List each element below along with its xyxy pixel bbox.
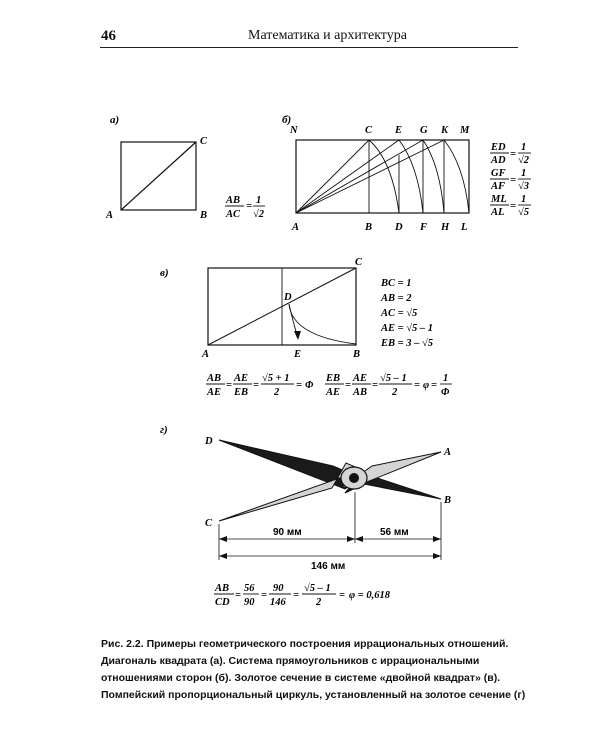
arrow-head bbox=[433, 536, 441, 542]
point-a: A bbox=[106, 210, 114, 221]
diagonal-ag bbox=[296, 140, 423, 213]
formula-rhs-den: √2 bbox=[253, 209, 265, 220]
svg-text:√5 – 1: √5 – 1 bbox=[304, 583, 331, 594]
figure-b-label: б) bbox=[282, 114, 292, 126]
ratio-formula-a bbox=[225, 195, 265, 220]
svg-text:=: = bbox=[339, 590, 345, 601]
svg-text:AE = √5 – 1: AE = √5 – 1 bbox=[381, 323, 434, 334]
point-k: K bbox=[441, 125, 449, 136]
svg-text:=: = bbox=[510, 149, 516, 160]
arc-d-b bbox=[289, 304, 356, 344]
page-number: 46 bbox=[101, 28, 116, 44]
svg-text:1: 1 bbox=[443, 373, 449, 384]
point-n: N bbox=[290, 125, 298, 136]
ratio-formula-ed-ad bbox=[490, 142, 531, 166]
diagonal-ac bbox=[296, 140, 369, 213]
svg-text:90: 90 bbox=[244, 597, 255, 608]
figure-a-label: а) bbox=[110, 114, 120, 126]
ratio-formula-ml-al bbox=[490, 194, 531, 218]
formula-den: AC bbox=[226, 209, 241, 220]
svg-text:=: = bbox=[431, 380, 437, 391]
point-c: C bbox=[355, 257, 363, 268]
arc-e-f bbox=[399, 140, 423, 213]
svg-text:1: 1 bbox=[521, 142, 527, 153]
svg-text:AB = 2: AB = 2 bbox=[381, 293, 412, 304]
svg-text:=: = bbox=[414, 380, 420, 391]
svg-text:=: = bbox=[372, 380, 378, 391]
point-d: D bbox=[395, 222, 403, 233]
caption-line: Помпейский пропорциональный циркуль, установленный на золотое сечение (г) bbox=[101, 689, 526, 701]
svg-text:√5 – 1: √5 – 1 bbox=[380, 373, 407, 384]
svg-text:1: 1 bbox=[521, 194, 527, 205]
arrow-head bbox=[219, 553, 227, 559]
figure-v-label: в) bbox=[160, 267, 169, 279]
compass-ratio-formula bbox=[214, 582, 391, 608]
svg-text:φ: φ bbox=[423, 380, 430, 391]
svg-text:90: 90 bbox=[273, 583, 284, 594]
svg-text:Φ: Φ bbox=[305, 380, 314, 391]
point-m: M bbox=[460, 125, 470, 136]
svg-text:AL: AL bbox=[491, 207, 505, 218]
arrow-head bbox=[433, 553, 441, 559]
point-b: B bbox=[353, 349, 361, 360]
point-b: B bbox=[444, 495, 452, 506]
formula-num: AB bbox=[226, 195, 241, 206]
svg-text:EB = 3 – √5: EB = 3 – √5 bbox=[381, 338, 434, 349]
svg-text:AE: AE bbox=[326, 387, 341, 398]
dimension-56mm: 56 мм bbox=[380, 527, 409, 538]
svg-text:AB: AB bbox=[215, 583, 230, 594]
figure-a bbox=[105, 114, 265, 221]
svg-text:=: = bbox=[510, 201, 516, 212]
figure-g bbox=[160, 424, 451, 608]
svg-text:2: 2 bbox=[392, 387, 398, 398]
svg-text:AF: AF bbox=[491, 181, 506, 192]
arrow-head bbox=[355, 536, 363, 542]
svg-text:AB: AB bbox=[207, 373, 222, 384]
point-a: A bbox=[444, 447, 452, 458]
svg-text:AC = √5: AC = √5 bbox=[381, 308, 418, 319]
arc-g-h bbox=[423, 140, 444, 213]
svg-text:φ = 0,618: φ = 0,618 bbox=[349, 590, 391, 601]
point-b: B bbox=[200, 210, 208, 221]
point-c: C bbox=[205, 518, 213, 529]
value-list bbox=[380, 278, 433, 349]
svg-text:=: = bbox=[235, 590, 241, 601]
svg-text:ML: ML bbox=[491, 194, 507, 205]
svg-text:Φ: Φ bbox=[441, 387, 450, 398]
svg-text:√2: √2 bbox=[518, 155, 530, 166]
svg-text:56: 56 bbox=[244, 583, 255, 594]
caption-line: Диагональ квадрата (а). Система прямоугольников с иррациональными bbox=[101, 655, 480, 667]
svg-text:2: 2 bbox=[274, 387, 280, 398]
svg-text:GF: GF bbox=[491, 168, 506, 179]
svg-text:=: = bbox=[510, 175, 516, 186]
figure-g-label: г) bbox=[160, 424, 168, 436]
svg-text:CD: CD bbox=[215, 597, 230, 608]
point-c: C bbox=[200, 136, 208, 147]
svg-text:146: 146 bbox=[270, 597, 286, 608]
point-c: C bbox=[365, 125, 373, 136]
point-g: G bbox=[420, 125, 428, 136]
ratio-formula-gf-af bbox=[490, 168, 531, 192]
svg-text:AD: AD bbox=[491, 155, 506, 166]
figure-v bbox=[160, 257, 452, 398]
point-f: F bbox=[420, 222, 428, 233]
point-e: E bbox=[294, 349, 302, 360]
arrow-head bbox=[294, 331, 301, 340]
svg-text:√3: √3 bbox=[518, 181, 530, 192]
svg-text:1: 1 bbox=[521, 168, 527, 179]
svg-text:√5 + 1: √5 + 1 bbox=[262, 373, 290, 384]
point-e: E bbox=[395, 125, 403, 136]
svg-text:=: = bbox=[345, 380, 351, 391]
svg-text:=: = bbox=[226, 380, 232, 391]
svg-text:=: = bbox=[253, 380, 259, 391]
svg-text:AE: AE bbox=[207, 387, 222, 398]
svg-text:AB: AB bbox=[353, 387, 368, 398]
svg-text:EB: EB bbox=[234, 387, 249, 398]
compass-blade-dark-left bbox=[219, 440, 361, 489]
golden-ratio-formula-1 bbox=[206, 372, 314, 398]
arc-k-l bbox=[444, 140, 469, 213]
svg-text:AE: AE bbox=[353, 373, 368, 384]
formula-rhs-num: 1 bbox=[256, 195, 262, 206]
point-d: D bbox=[205, 436, 213, 447]
svg-text:AE: AE bbox=[234, 373, 249, 384]
svg-text:=: = bbox=[246, 201, 252, 212]
arrow-head bbox=[347, 536, 355, 542]
point-a: A bbox=[292, 222, 300, 233]
point-h: H bbox=[441, 222, 450, 233]
svg-text:ED: ED bbox=[491, 142, 506, 153]
point-d: D bbox=[284, 292, 292, 303]
diagonal-ae bbox=[296, 140, 399, 213]
hinge-pin bbox=[349, 473, 359, 483]
arrow-head bbox=[219, 536, 227, 542]
dimension-146mm: 146 мм bbox=[311, 561, 346, 572]
dimension-90mm: 90 мм bbox=[273, 527, 302, 538]
figure-b bbox=[282, 114, 531, 233]
svg-text:BC = 1: BC = 1 bbox=[381, 278, 412, 289]
figure-caption bbox=[101, 636, 541, 704]
golden-ratio-formula-2 bbox=[325, 372, 452, 398]
caption-line: Рис. 2.2. Примеры геометрического построения иррациональных отношений. bbox=[101, 638, 509, 650]
point-b: B bbox=[365, 222, 373, 233]
point-l: L bbox=[461, 222, 468, 233]
svg-text:=: = bbox=[261, 590, 267, 601]
svg-text:EB: EB bbox=[326, 373, 341, 384]
svg-text:√5: √5 bbox=[518, 207, 530, 218]
svg-text:2: 2 bbox=[316, 597, 322, 608]
square-diagonal bbox=[121, 142, 196, 210]
point-a: A bbox=[202, 349, 210, 360]
caption-line: отношениями сторон (б). Золотое сечение в системе «двойной квадрат» (в). bbox=[101, 672, 501, 684]
running-title: Математика и архитектура bbox=[248, 28, 407, 43]
svg-text:=: = bbox=[296, 380, 302, 391]
svg-text:=: = bbox=[293, 590, 299, 601]
